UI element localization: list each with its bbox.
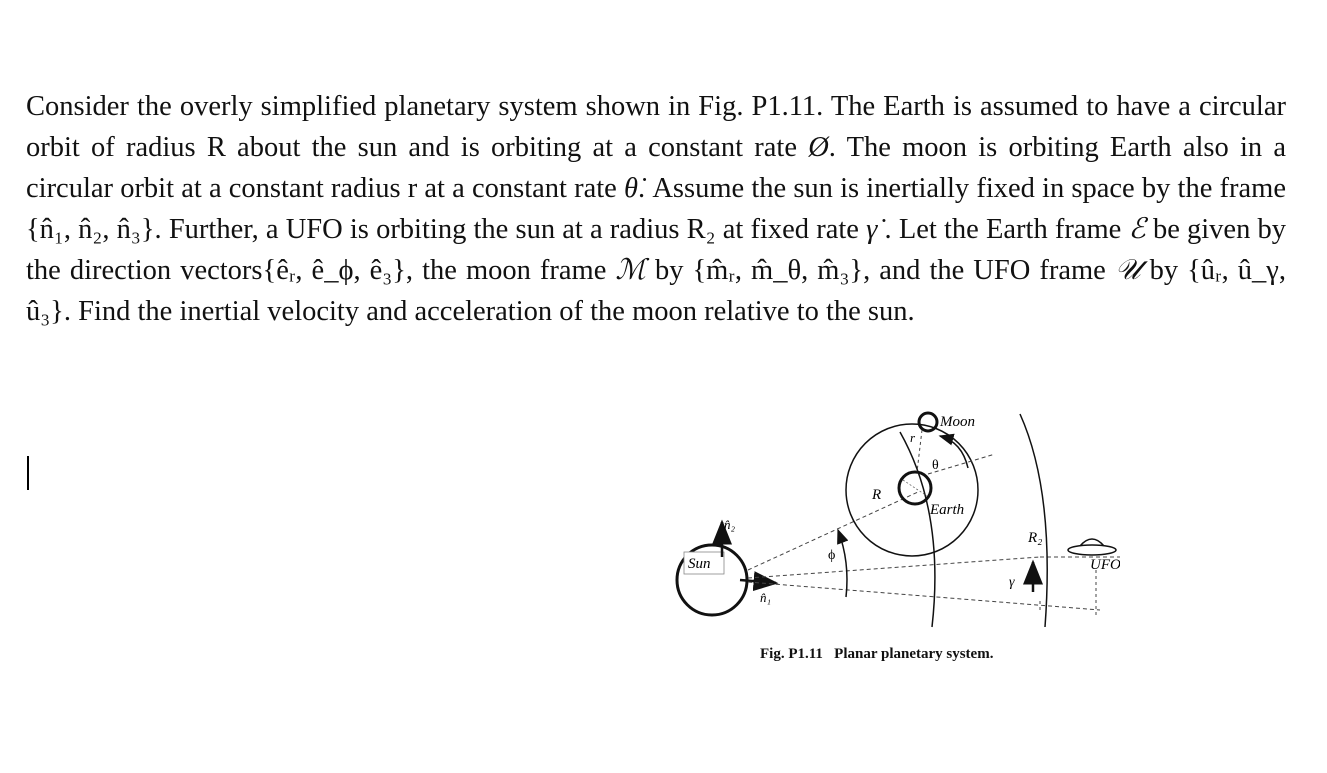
problem-text-4: . Further, a UFO is orbiting the sun at a radius R₂ at fixed rate bbox=[154, 214, 867, 245]
gamma-rate-symbol: γ̇ bbox=[866, 214, 878, 245]
problem-text-3: . Assume the sun is inertially fixed in space by the frame bbox=[638, 173, 1286, 204]
problem-text-10: by bbox=[1140, 255, 1188, 286]
problem-text-11: . Find the inertial velocity and acceleration of the moon relative to the sun. bbox=[63, 296, 915, 327]
ufo-frame-symbol: 𝒰 bbox=[1114, 255, 1141, 286]
m-frame: {m̂ᵣ, m̂_θ, m̂₃} bbox=[692, 255, 864, 286]
n1-label: n̂₁ bbox=[760, 590, 772, 605]
problem-text-2: . The moon is orbiting Earth also in a circular orbit at a constant radius r at a constant rate bbox=[26, 132, 1286, 204]
ufo-orbit-arc bbox=[1020, 414, 1047, 627]
problem-text-8: by bbox=[645, 255, 693, 286]
u-frame: {ûᵣ, û_γ, û₃} bbox=[26, 255, 1286, 327]
earth-orbit-arc bbox=[900, 432, 935, 627]
sun-label: Sun bbox=[688, 556, 711, 572]
problem-text-1: Consider the overly simplified planetary system shown in Fig. P1.11. The Earth is assumed to have a circular orbit of radius R about the sun and is orbiting at a constant rate bbox=[26, 91, 1286, 163]
n2-label: n̂₂ bbox=[724, 517, 736, 532]
earth-circle bbox=[899, 472, 931, 504]
problem-statement bbox=[26, 86, 1286, 332]
phi-rate-symbol: Ø bbox=[808, 132, 829, 163]
problem-text-7: , the moon frame bbox=[405, 255, 616, 286]
n-frame: {n̂₁, n̂₂, n̂₃} bbox=[26, 214, 155, 245]
moon-frame-symbol: ℳ bbox=[615, 255, 646, 286]
planetary-diagram bbox=[660, 402, 1120, 632]
problem-text-9: , and the UFO frame bbox=[863, 255, 1115, 286]
text-cursor[interactable] bbox=[27, 456, 29, 490]
R-label: R bbox=[872, 487, 882, 503]
moon-circle bbox=[919, 413, 937, 431]
sun-horizontal-dashed-line bbox=[748, 557, 1040, 578]
ufo-icon bbox=[1068, 539, 1116, 555]
moon-label: Moon bbox=[940, 414, 975, 430]
earth-label: Earth bbox=[930, 502, 965, 518]
problem-text-5: . Let the Earth frame bbox=[877, 214, 1129, 245]
phi-angle-arc bbox=[838, 530, 847, 597]
earth-frame-symbol: ℰ bbox=[1128, 214, 1146, 245]
ufo-label: UFO bbox=[1090, 557, 1120, 573]
figure-caption: Fig. P1.11 Planar planetary system. bbox=[760, 646, 994, 662]
phi-label: ϕ bbox=[828, 548, 836, 563]
problem-text-6: be given by the direction vectors bbox=[26, 214, 1287, 286]
R2-label: R₂ bbox=[1028, 530, 1043, 546]
gamma-label: γ bbox=[1009, 575, 1015, 590]
e-frame: {êᵣ, ê_ϕ, ê₃} bbox=[262, 255, 406, 286]
r-label: r bbox=[910, 430, 916, 445]
theta-label: θ bbox=[932, 458, 939, 473]
theta-rate-symbol: θ̇ bbox=[624, 173, 639, 204]
planetary-system-figure bbox=[660, 402, 1120, 637]
